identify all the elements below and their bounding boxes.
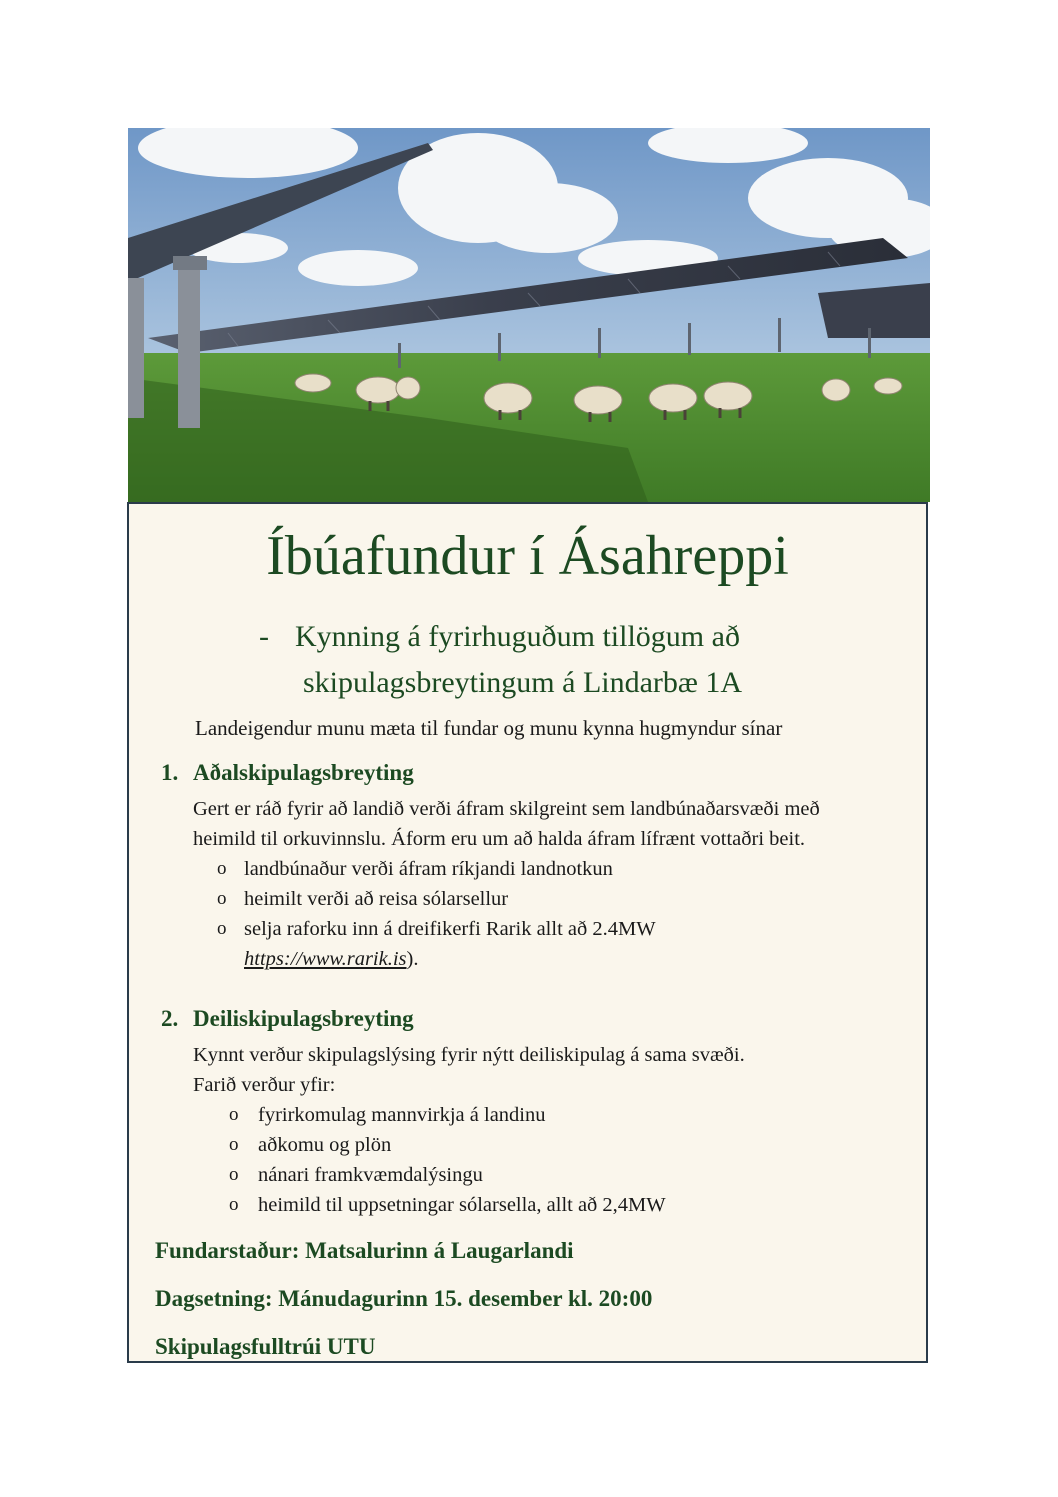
subtitle-line-1: Kynning á fyrirhuguðum tillögum að (295, 620, 740, 653)
meeting-location: Fundarstaður: Matsalurinn á Laugarlandi (155, 1238, 574, 1263)
header-photo-solar-farm-sheep (128, 128, 930, 502)
section-2-number: 2. (161, 1006, 179, 1031)
section-1-paragraph-line: Gert er ráð fyrir að landið verði áfram skilgreint sem landbúnaðarsvæði með (193, 798, 820, 820)
list-item-text: nánari framkvæmdalýsingu (258, 1164, 483, 1186)
subtitle (259, 614, 742, 706)
intro-text: Landeigendur munu mæta til fundar og munu kynna hugmyndur sínar (195, 716, 783, 740)
section-2-paragraph (193, 1040, 933, 1100)
bullet-marker-icon: o (229, 1134, 239, 1155)
page-title: Íbúafundur í Ásahreppi (266, 525, 789, 587)
section-1-paragraph (193, 794, 933, 854)
section-1-heading (161, 760, 414, 786)
rarik-link[interactable]: https://www.rarik.is (244, 948, 407, 970)
list-item-text: aðkomu og plön (258, 1134, 392, 1156)
bullet-marker-icon: o (217, 888, 227, 909)
section-2-paragraph-line: Kynnt verður skipulagslýsing fyrir nýtt deiliskipulag á sama svæði. (193, 1044, 745, 1066)
bullet-marker-icon: o (217, 858, 227, 879)
section-2-heading (161, 1006, 414, 1032)
list-item-text: heimilt verði að reisa sólarsellur (244, 888, 509, 910)
list-item-text: heimild til uppsetningar sólarsella, allt að 2,4MW (258, 1194, 666, 1216)
list-item-text: selja raforku inn á dreifikerfi Rarik allt að 2.4MW (244, 918, 656, 940)
section-2-paragraph-line: Farið verður yfir: (193, 1074, 336, 1096)
bullet-marker-icon: o (229, 1194, 239, 1215)
meeting-date: Dagsetning: Mánudagurinn 15. desember kl. 20:00 (155, 1286, 653, 1311)
section-1-number: 1. (161, 760, 179, 785)
bullet-marker-icon: o (229, 1164, 239, 1185)
section-2-title: Deiliskipulagsbreyting (193, 1006, 414, 1031)
list-item-text: fyrirkomulag mannvirkja á landinu (258, 1104, 546, 1126)
list-item-text: landbúnaður verði áfram ríkjandi landnotkun (244, 858, 613, 880)
bullet-marker-icon: o (229, 1104, 239, 1125)
subtitle-dash: - (259, 620, 269, 653)
section-1-title: Aðalskipulagsbreyting (193, 760, 414, 785)
signature: Skipulagsfulltrúi UTU (155, 1334, 376, 1359)
bullet-marker-icon: o (217, 918, 227, 939)
announcement-panel (127, 502, 928, 1363)
subtitle-line-2: skipulagsbreytingum á Lindarbæ 1A (303, 666, 743, 699)
section-1-paragraph-line: heimild til orkuvinnslu. Áform eru um að halda áfram lífrænt vottaðri beit. (193, 828, 806, 850)
link-suffix: ). (406, 948, 419, 970)
